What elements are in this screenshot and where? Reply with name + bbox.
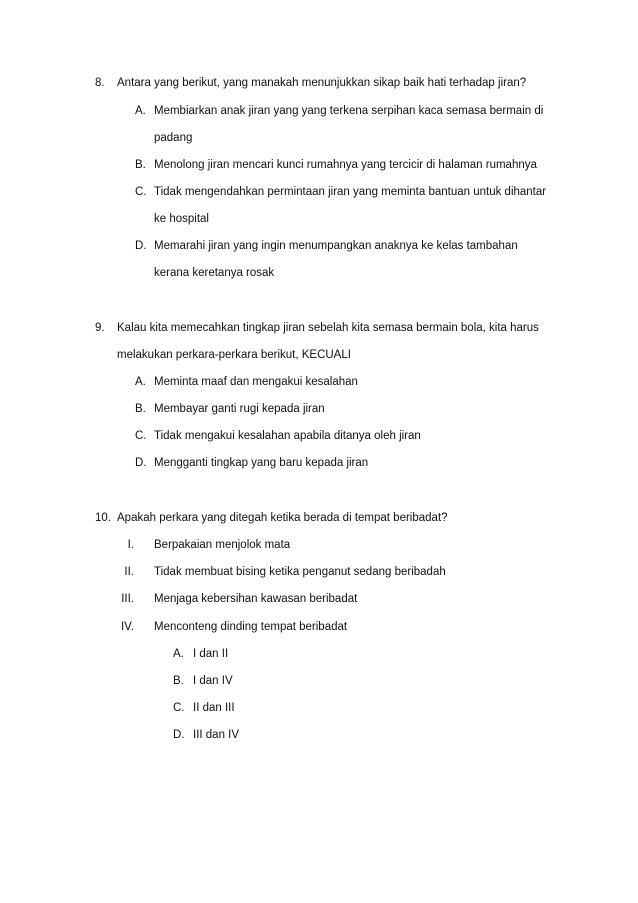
option-text: Memarahi jiran yang ingin menumpangkan anaknya ke kelas tambahan	[154, 240, 518, 252]
option-text: Menolong jiran mencari kunci rumahnya yang tercicir di halaman rumahnya	[154, 159, 537, 171]
statement-roman: III.	[121, 593, 134, 605]
option-text: Tidak mengakui kesalahan apabila ditanya oleh jiran	[154, 430, 421, 442]
option-text: II dan III	[193, 702, 235, 714]
option-letter: D.	[135, 240, 147, 252]
option-letter: A.	[135, 105, 146, 117]
option-text: Mengganti tingkap yang baru kepada jiran	[154, 457, 369, 469]
option-text: Tidak mengendahkan permintaan jiran yang meminta bantuan untuk dihantar	[154, 186, 547, 198]
option-letter: C.	[135, 186, 147, 198]
statement-roman: IV.	[120, 621, 134, 633]
question-text: Kalau kita memecahkan tingkap jiran sebelah kita semasa bermain bola, kita harus	[117, 322, 539, 334]
question-number: 8.	[95, 77, 105, 89]
option-letter: D.	[173, 729, 185, 741]
option-text-continued: ke hospital	[154, 213, 209, 225]
statement-roman: II.	[124, 566, 134, 578]
question-text: Antara yang berikut, yang manakah menunjukkan sikap baik hati terhadap jiran?	[117, 77, 527, 89]
statement-text: Tidak membuat bising ketika penganut sedang beribadah	[154, 566, 446, 578]
option-text: Membayar ganti rugi kepada jiran	[154, 403, 325, 415]
option-letter: B.	[173, 675, 184, 687]
statement-text: Menjaga kebersihan kawasan beribadat	[154, 593, 358, 605]
question-number: 10.	[95, 512, 111, 524]
question-text: Apakah perkara yang ditegah ketika berada di tempat beribadat?	[117, 512, 448, 524]
option-text: I dan II	[193, 648, 229, 660]
option-text-continued: padang	[154, 132, 193, 144]
statement-text: Berpakaian menjolok mata	[154, 539, 291, 551]
option-letter: C.	[173, 702, 185, 714]
option-text: Membiarkan anak jiran yang yang terkena serpihan kaca semasa bermain di	[154, 105, 544, 117]
option-letter: C.	[135, 430, 147, 442]
option-text: Meminta maaf dan mengakui kesalahan	[154, 376, 358, 388]
option-text: I dan IV	[193, 675, 233, 687]
statement-roman: I.	[127, 539, 134, 551]
question-number: 9.	[95, 322, 105, 334]
option-letter: A.	[135, 376, 146, 388]
option-letter: B.	[135, 159, 146, 171]
option-letter: A.	[173, 648, 184, 660]
option-text-continued: kerana keretanya rosak	[154, 267, 275, 279]
statement-text: Menconteng dinding tempat beribadat	[154, 621, 348, 633]
question-text-continued: melakukan perkara-perkara berikut, KECUALI	[117, 349, 351, 361]
option-text: III dan IV	[193, 729, 240, 741]
option-letter: D.	[135, 457, 147, 469]
option-letter: B.	[135, 403, 146, 415]
